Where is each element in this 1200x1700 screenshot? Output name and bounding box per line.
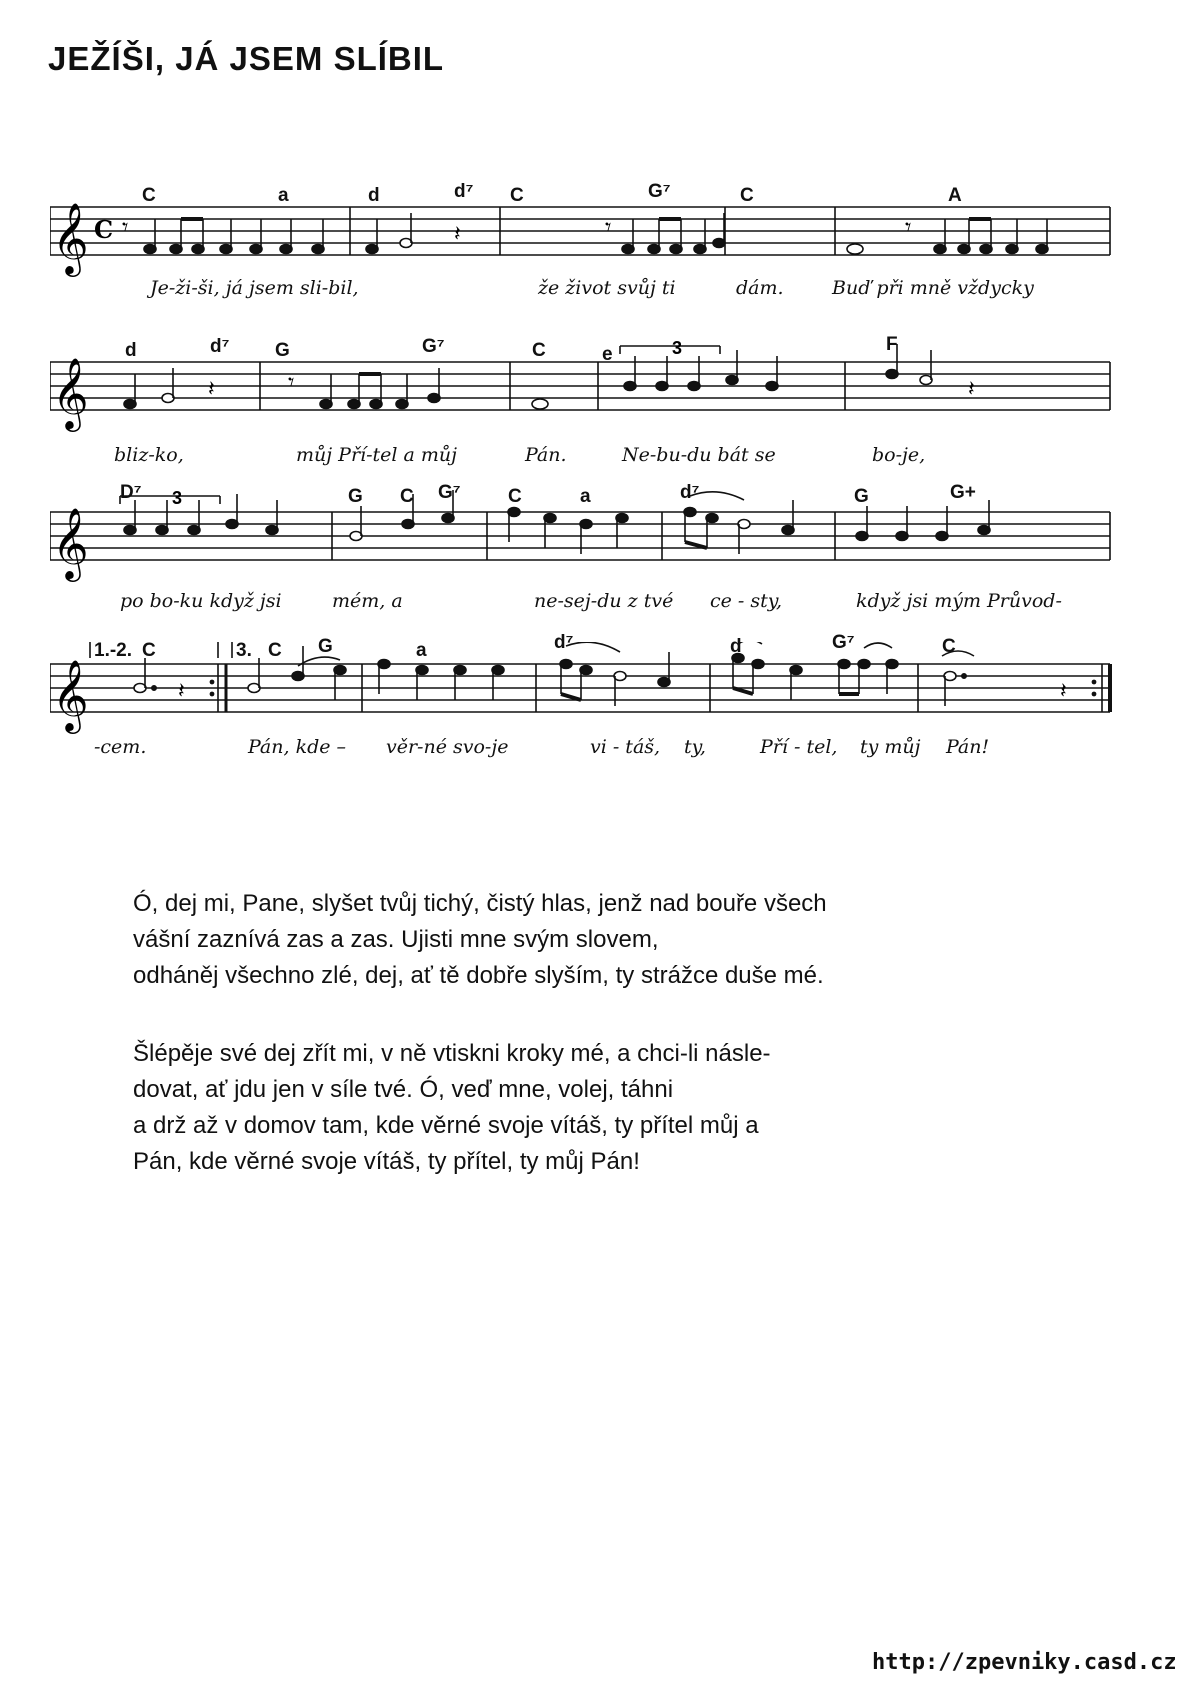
staff-4 — [50, 642, 1120, 782]
verse-line: Šlépěje své dej zřít mi, v ně vtiskni kroky mé, a chci-li násle- — [133, 1040, 771, 1067]
time-signature: C — [94, 215, 114, 244]
chord: a — [580, 486, 591, 507]
chord: a — [416, 640, 427, 661]
chord: d — [125, 340, 137, 361]
chord: d⁷ — [210, 336, 230, 357]
chord: a — [278, 185, 289, 206]
lyric: věr-né svo-je — [386, 736, 509, 758]
chord: A — [948, 185, 962, 206]
lyric: ty můj — [860, 736, 921, 758]
svg-text:𝄽: 𝄽 — [178, 679, 185, 704]
chord: G⁷ — [832, 632, 855, 653]
chord: d⁷ — [680, 482, 700, 503]
verse-line: Ó, dej mi, Pane, slyšet tvůj tichý, čistý hlas, jenž nad bouře všech — [133, 890, 827, 917]
lyric: ne-sej-du z tvé — [534, 590, 674, 612]
chord: G⁷ — [438, 482, 461, 503]
lyric: ce - sty, — [710, 590, 783, 612]
chord: G — [854, 486, 869, 507]
chord: F — [886, 334, 898, 355]
chord: G⁷ — [422, 336, 445, 357]
chord: C — [740, 185, 754, 206]
chord: d — [368, 185, 380, 206]
lyric: že život svůj ti — [538, 277, 676, 299]
chord: C — [400, 486, 414, 507]
music-system-1 — [50, 181, 1120, 325]
volta-ending-1-2: 1.-2. — [94, 640, 133, 661]
chord: d — [730, 636, 742, 657]
lyric: Pán! — [946, 736, 990, 758]
svg-text:𝄽: 𝄽 — [454, 222, 461, 247]
verse-line: Pán, kde věrné svoje vítáš, ty přítel, ty můj Pán! — [133, 1148, 640, 1175]
chord: C — [942, 636, 956, 657]
triplet-marking: 3 — [172, 490, 183, 508]
chord: C — [508, 486, 522, 507]
lyric: můj Pří-tel a můj — [296, 444, 458, 466]
lyric: mém, a — [332, 590, 403, 612]
music-system-2 — [50, 334, 1120, 480]
verse-line: dovat, ať jdu jen v síle tvé. Ó, veď mne, volej, táhni — [133, 1076, 674, 1103]
song-title: JEŽÍŠI, JÁ JSEM SLÍBIL — [48, 40, 445, 77]
svg-text:𝄞: 𝄞 — [52, 356, 89, 429]
svg-text:𝄾: 𝄾 — [288, 368, 295, 396]
chord: D⁷ — [120, 482, 142, 503]
lyric: Buď při mně vždycky — [832, 277, 1034, 299]
lyric: -cem. — [94, 736, 147, 758]
chord: G — [275, 340, 290, 361]
verse-line: vášní zaznívá zas a zas. Ujisti mne svým slovem, — [133, 926, 659, 953]
music-system-3 — [50, 482, 1120, 630]
svg-text:𝄾: 𝄾 — [905, 213, 912, 241]
lyric: Pán, kde – — [248, 736, 347, 758]
chord: C — [268, 640, 282, 661]
chord: G+ — [950, 482, 976, 503]
svg-text:𝄽: 𝄽 — [968, 377, 975, 402]
chord: d⁷ — [554, 632, 574, 653]
lyric: ty, — [684, 736, 706, 758]
svg-text:𝄾: 𝄾 — [605, 213, 612, 241]
svg-text:𝄞: 𝄞 — [52, 506, 89, 579]
lyric: Pán. — [525, 444, 567, 466]
lyric: když jsi mým Průvod- — [856, 590, 1062, 612]
lyric: Pří - tel, — [760, 736, 838, 758]
treble-clef: 𝄞 — [52, 201, 89, 274]
source-url: http://zpevniky.casd.cz — [872, 1650, 1177, 1675]
chord: G⁷ — [648, 181, 671, 202]
svg-text:𝄽: 𝄽 — [208, 377, 215, 402]
chord: d⁷ — [454, 181, 474, 202]
chord: G — [318, 636, 333, 657]
chord: G — [348, 486, 363, 507]
verse-2 — [133, 1036, 1083, 1180]
verse-line: a drž až v domov tam, kde věrné svoje vítáš, ty přítel můj a — [133, 1112, 759, 1139]
lyric: dám. — [736, 277, 784, 299]
chord: C — [532, 340, 546, 361]
svg-text:𝄾: 𝄾 — [122, 213, 129, 241]
verse-line: odháněj všechno zlé, dej, ať tě dobře slyším, ty strážce duše mé. — [133, 962, 824, 989]
svg-text:𝄽: 𝄽 — [1060, 679, 1067, 704]
staff-2 — [50, 340, 1120, 480]
chord: e — [602, 344, 613, 365]
chord: C — [142, 185, 156, 206]
triplet-marking: 3 — [672, 340, 683, 358]
lyric: bliz-ko, — [114, 444, 184, 466]
verse-1 — [133, 886, 1083, 994]
lyric: vi - táš, — [590, 736, 661, 758]
svg-text:𝄞: 𝄞 — [52, 658, 89, 731]
chord: C — [510, 185, 524, 206]
lyric: bo-je, — [872, 444, 926, 466]
volta-ending-3: 3. — [236, 640, 252, 661]
lyric: Je-ži-ši, já jsem sli-bil, — [150, 277, 359, 299]
lyric: po bo-ku když jsi — [120, 590, 282, 612]
music-system-4 — [50, 632, 1120, 782]
lyric: Ne-bu-du bát se — [622, 444, 776, 466]
chord: C — [142, 640, 156, 661]
